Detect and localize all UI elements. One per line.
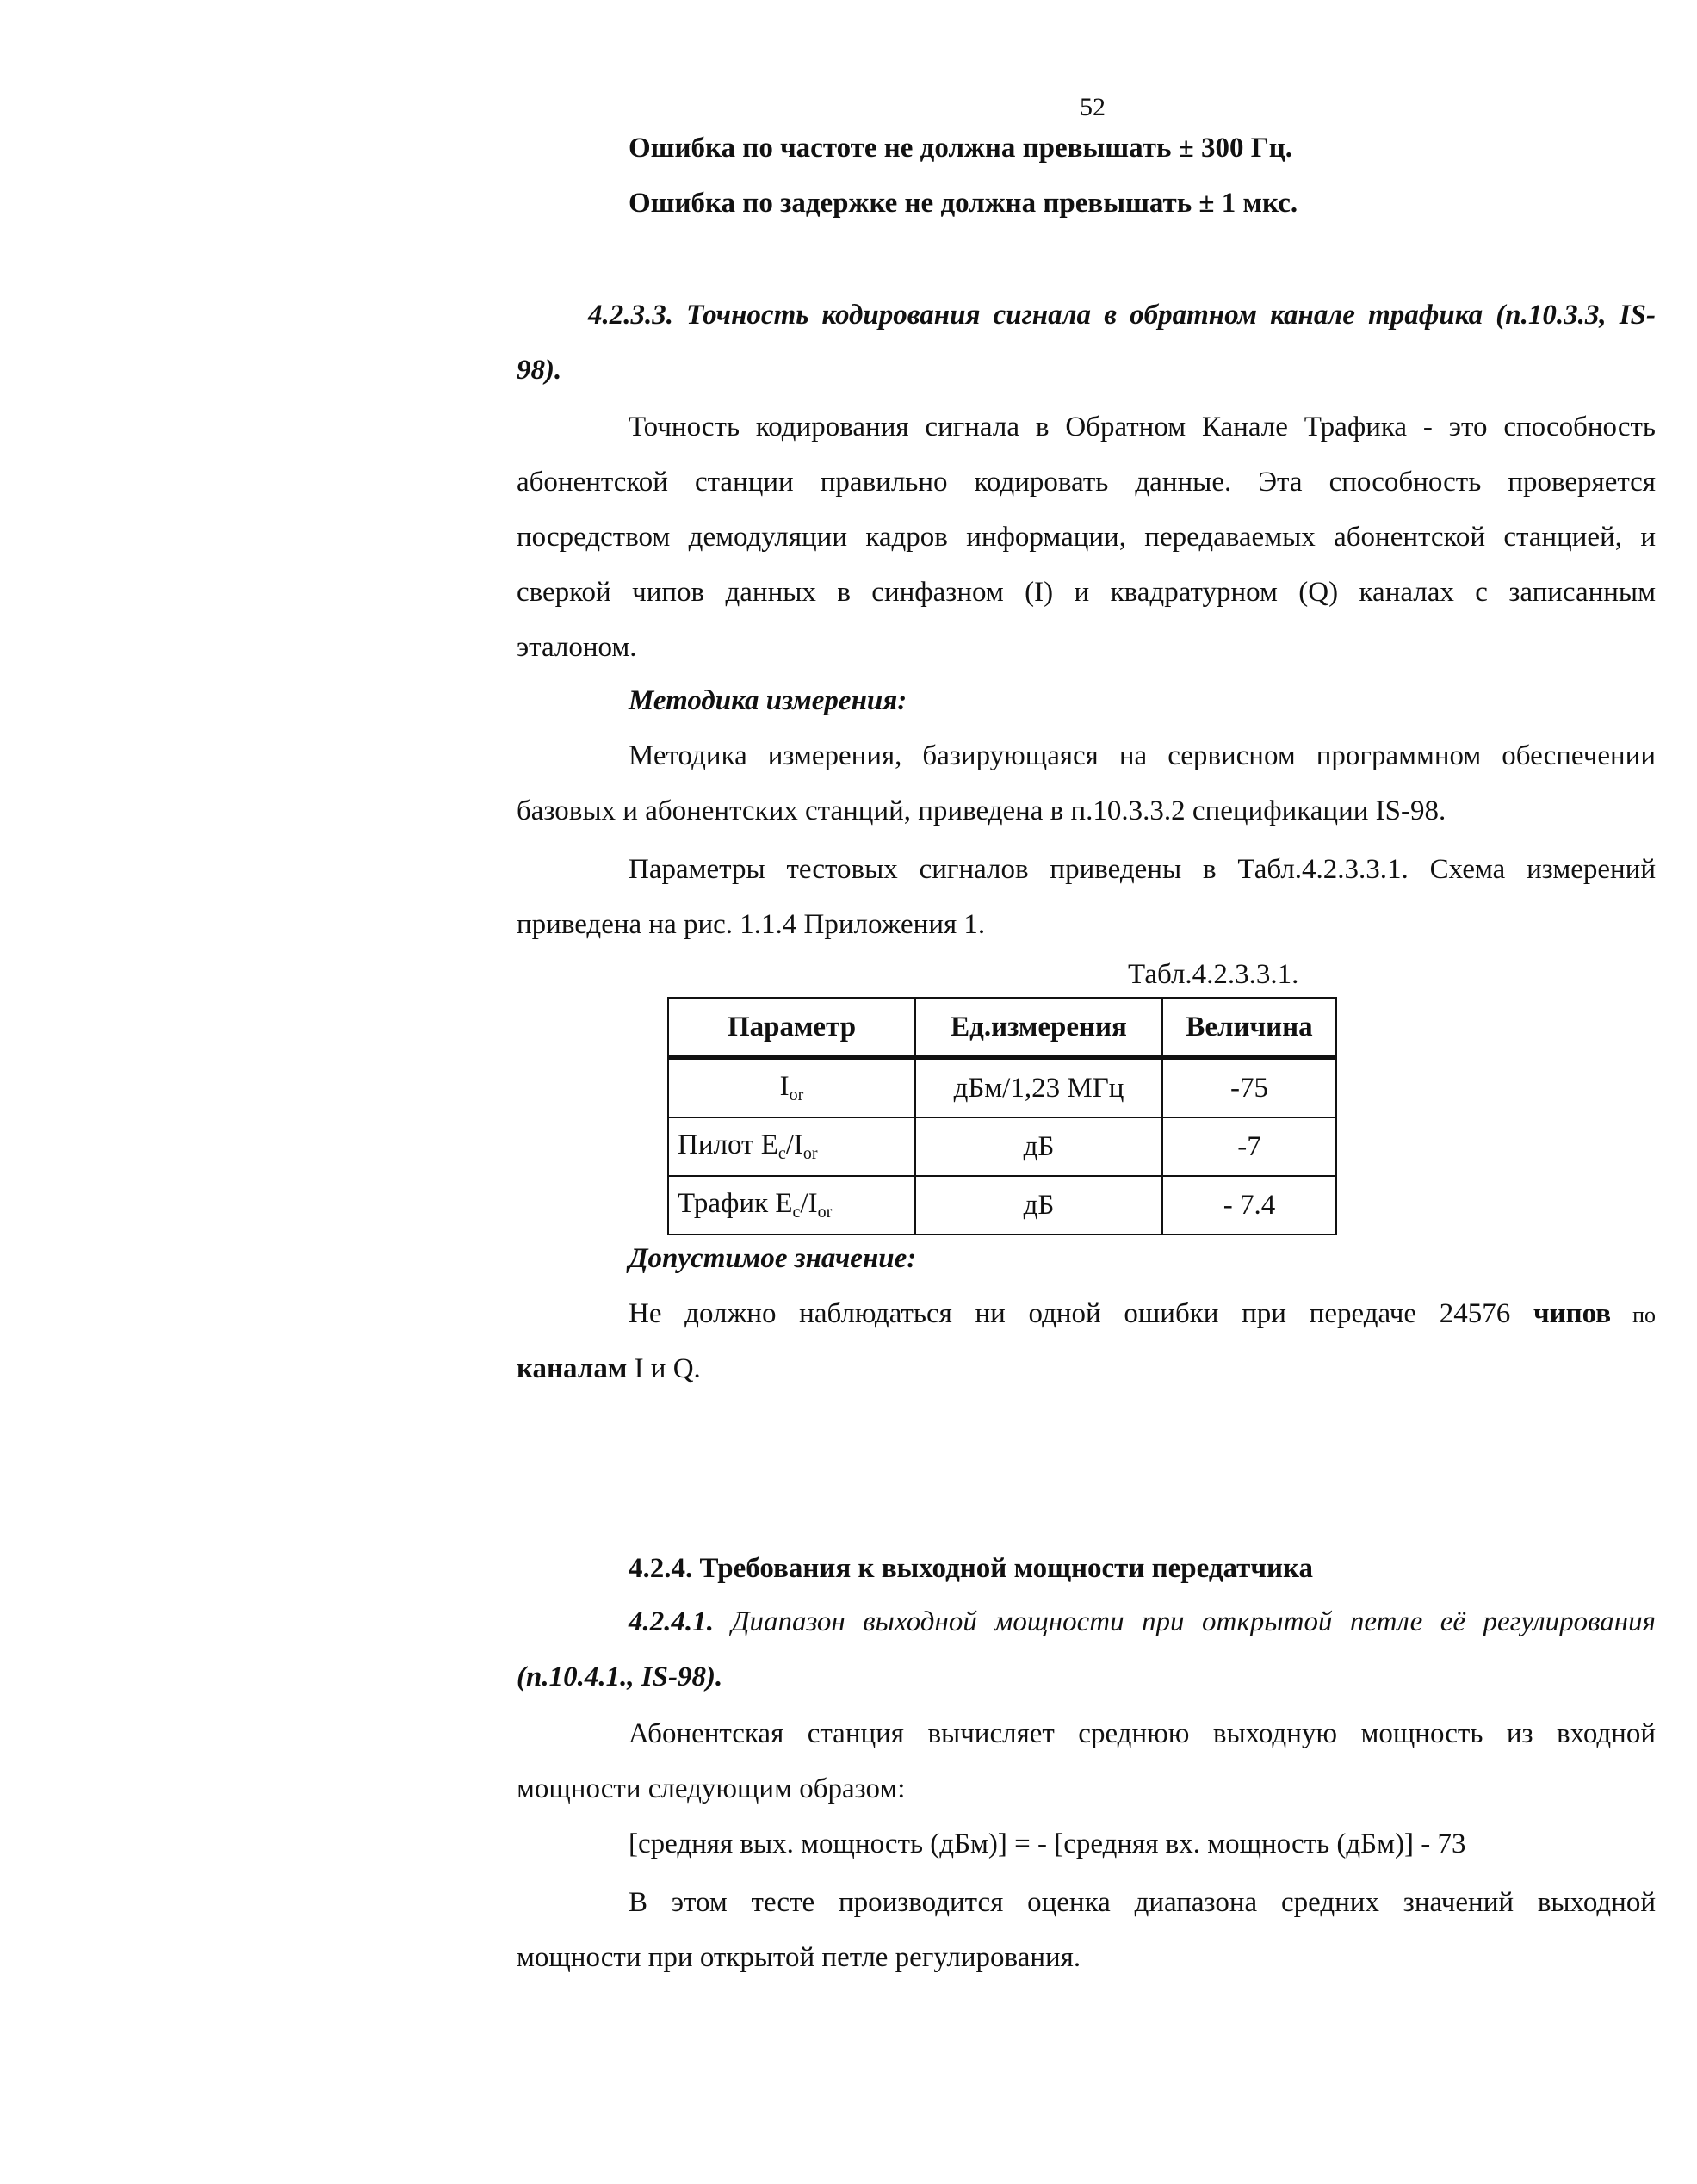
- table-cell-param: Пилот $E_c/I_{or}$: [668, 1117, 915, 1176]
- calc-line: мощности следующим образом:: [517, 1773, 906, 1804]
- delay-error-line: Ошибка по задержке не должна превышать ± 1 мкс.: [629, 188, 1298, 219]
- params-line: Параметры тестовых сигналов приведены в Табл.4.2.3.3.1. Схема измерений: [629, 854, 1656, 885]
- test-line: мощности при открытой петле регулирования.: [517, 1942, 1081, 1973]
- allowed-line: каналам I и Q.: [517, 1353, 701, 1384]
- table-row: [668, 1176, 1336, 1234]
- table-cell-value: -7: [1162, 1117, 1336, 1176]
- table-cell-param: $I_{or}$: [668, 1058, 915, 1118]
- params-line: приведена на рис. 1.1.4 Приложения 1.: [517, 909, 986, 940]
- parameters-table: [667, 997, 1337, 1235]
- intro-line: посредством демодуляции кадров информации, передаваемых абонентской станцией, и: [517, 522, 1656, 553]
- section-4233-heading: 4.2.3.3. Точность кодирования сигнала в обратном канале трафика (п.10.3.3, IS-: [588, 300, 1656, 331]
- allowed-heading: Допустимое значение:: [629, 1243, 917, 1274]
- table-header-cell: Параметр: [668, 998, 915, 1058]
- method-heading: Методика измерения:: [629, 685, 907, 716]
- intro-line: абонентской станции правильно кодировать данные. Эта способность проверяется: [517, 467, 1656, 498]
- table-row: [668, 1058, 1336, 1118]
- intro-line: Точность кодирования сигнала в Обратном Канале Трафика - это способность: [629, 411, 1656, 442]
- table-cell-param: Трафик $E_c/I_{or}$: [668, 1176, 915, 1234]
- formula: [средняя вых. мощность (дБм)] = - [средняя вх. мощность (дБм)] - 73: [629, 1828, 1466, 1859]
- intro-line: эталоном.: [517, 632, 637, 663]
- table-cell-value: - 7.4: [1162, 1176, 1336, 1234]
- section-424-heading: 4.2.4. Требования к выходной мощности передатчика: [629, 1553, 1314, 1584]
- table-cell-value: -75: [1162, 1058, 1336, 1118]
- section-4233-heading-cont: 98).: [517, 355, 562, 386]
- table-cell-unit: дБ: [915, 1117, 1162, 1176]
- test-line: В этом тесте производится оценка диапазона средних значений выходной: [629, 1887, 1656, 1918]
- method-line: базовых и абонентских станций, приведена в п.10.3.3.2 спецификации IS-98.: [517, 795, 1446, 826]
- table-header-cell: Величина: [1162, 998, 1336, 1058]
- allowed-line: Не должно наблюдаться ни одной ошибки при передаче 24576 чипов по: [629, 1298, 1656, 1329]
- table-header-row: [668, 998, 1336, 1058]
- table-caption: Табл.4.2.3.3.1.: [1128, 959, 1299, 990]
- method-line: Методика измерения, базирующаяся на сервисном программном обеспечении: [629, 740, 1656, 771]
- calc-line: Абонентская станция вычисляет среднюю выходную мощность из входной: [629, 1718, 1656, 1749]
- page-number: 52: [1080, 93, 1106, 121]
- freq-error-line: Ошибка по частоте не должна превышать ± 300 Гц.: [629, 133, 1293, 164]
- table-header-cell: Ед.измерения: [915, 998, 1162, 1058]
- table-cell-unit: дБм/1,23 МГц: [915, 1058, 1162, 1118]
- section-4241-heading-cont: (п.10.4.1., IS-98).: [517, 1661, 723, 1692]
- table-cell-unit: дБ: [915, 1176, 1162, 1234]
- table-row: [668, 1117, 1336, 1176]
- intro-line: сверкой чипов данных в синфазном (I) и квадратурном (Q) каналах с записанным: [517, 577, 1656, 608]
- section-4241-heading: 4.2.4.1. Диапазон выходной мощности при открытой петле её регулирования: [629, 1606, 1656, 1637]
